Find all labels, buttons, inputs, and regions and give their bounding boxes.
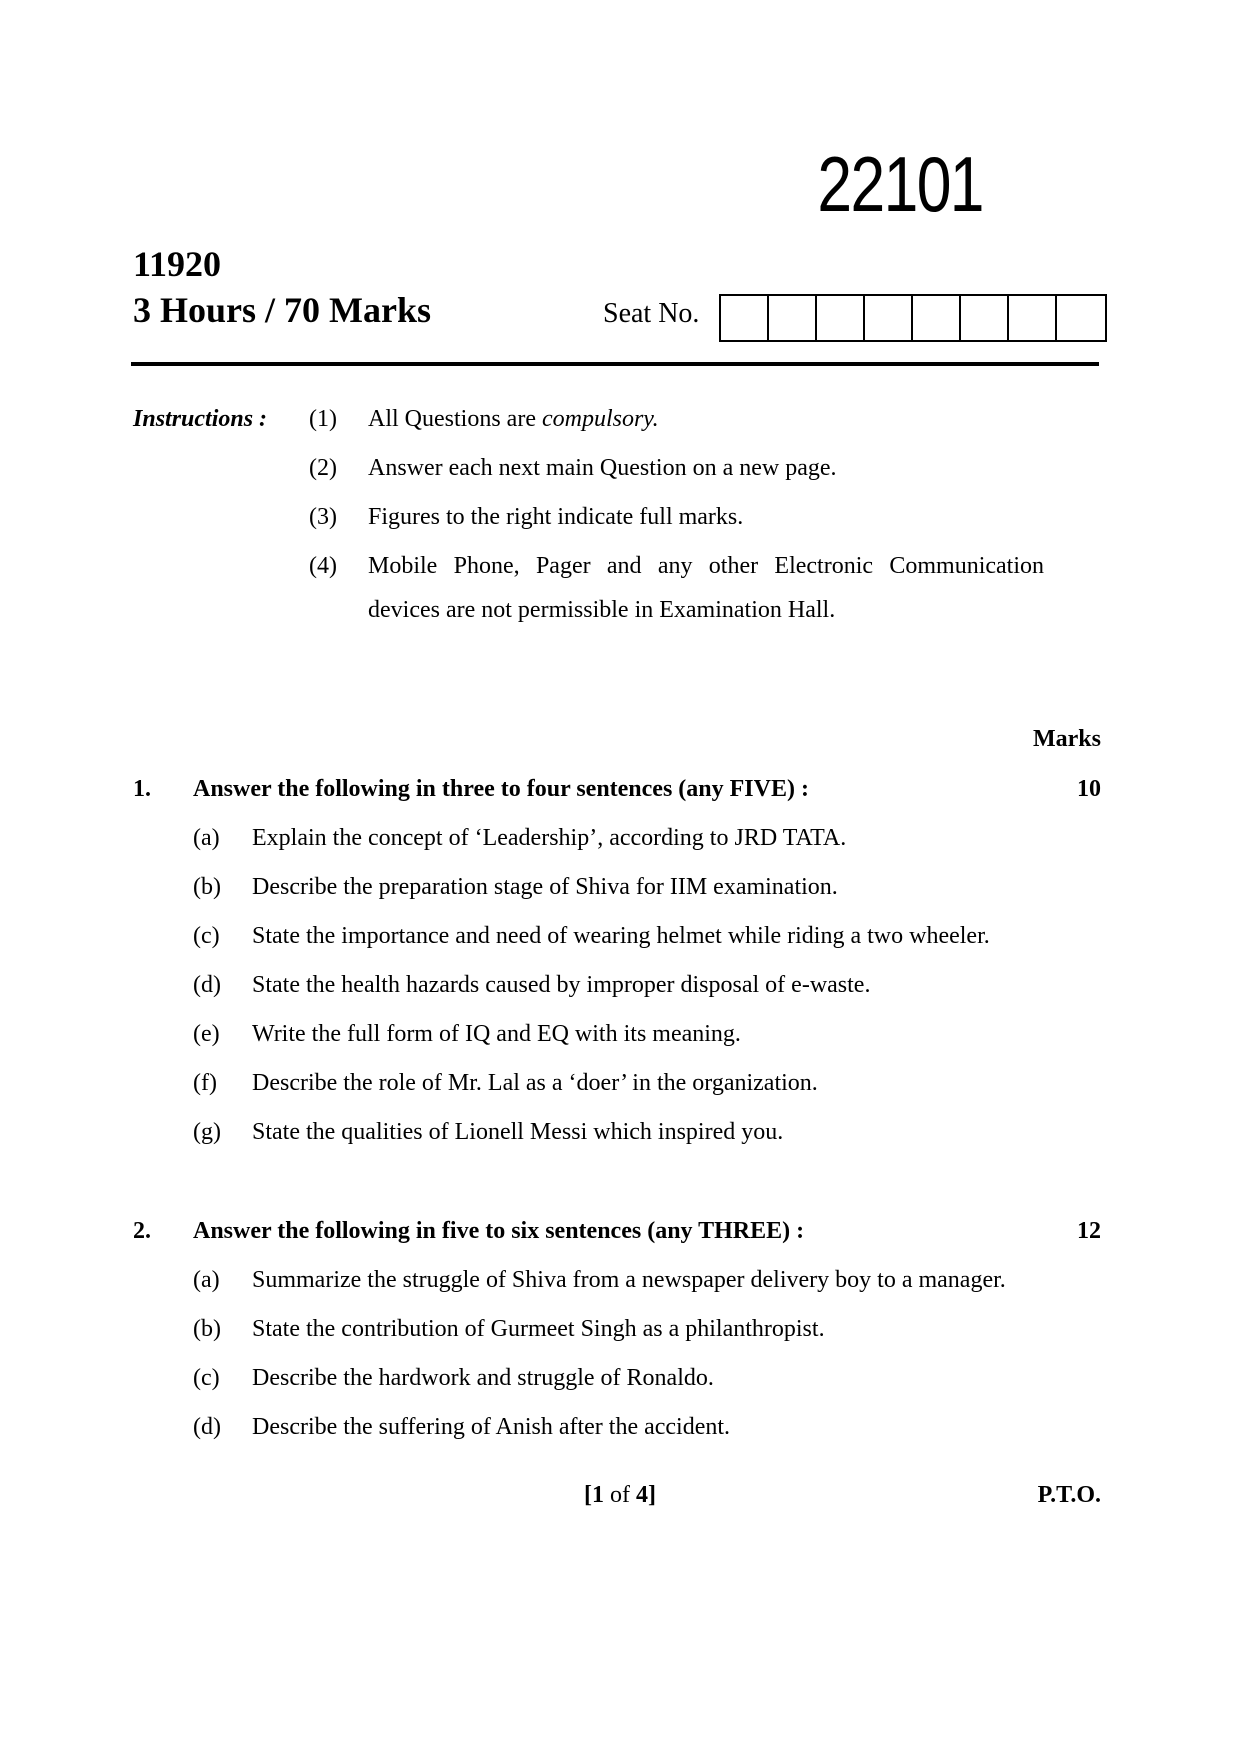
subquestion-text: Write the full form of IQ and EQ with its meaning. (252, 1021, 741, 1047)
instruction-text: Figures to the right indicate full marks. (368, 504, 744, 530)
subquestion-label: (c) (193, 923, 220, 949)
instruction-number: (1) (309, 406, 337, 432)
instruction-number: (3) (309, 504, 337, 530)
subquestion-label: (b) (193, 1316, 221, 1342)
instructions-label: Instructions : (133, 406, 268, 432)
seat-digit-box[interactable] (769, 296, 817, 340)
question-marks: 12 (1077, 1218, 1101, 1244)
header-divider (131, 362, 1099, 366)
seat-number-label: Seat No. (603, 298, 700, 329)
instruction-text: Mobile Phone, Pager and any other Electronic Communication (368, 553, 1044, 579)
seat-digit-box[interactable] (1009, 296, 1057, 340)
subquestion-label: (d) (193, 972, 221, 998)
duration-marks: 3 Hours / 70 Marks (133, 290, 432, 330)
seat-digit-box[interactable] (721, 296, 769, 340)
page-bracket-open: [ (584, 1482, 592, 1508)
subquestion-text: Summarize the struggle of Shiva from a newspaper delivery boy to a manager. (252, 1267, 1006, 1293)
subquestion-label: (a) (193, 825, 220, 851)
marks-column-header: Marks (1033, 726, 1101, 752)
subquestion-text: Describe the role of Mr. Lal as a ‘doer’ in the organization. (252, 1070, 818, 1096)
subquestion-label: (f) (193, 1070, 217, 1096)
please-turn-over: P.T.O. (1037, 1482, 1101, 1508)
seat-digit-box[interactable] (913, 296, 961, 340)
seat-digit-box[interactable] (961, 296, 1009, 340)
instruction-text: Answer each next main Question on a new page. (368, 455, 837, 481)
question-number: 2. (133, 1218, 151, 1244)
subquestion-label: (g) (193, 1119, 221, 1145)
seat-digit-box[interactable] (1057, 296, 1105, 340)
page-bracket-close: ] (648, 1482, 656, 1508)
seat-digit-box[interactable] (865, 296, 913, 340)
page-total: 4 (636, 1482, 648, 1508)
instruction-number: (2) (309, 455, 337, 481)
subquestion-label: (e) (193, 1021, 220, 1047)
subquestion-label: (b) (193, 874, 221, 900)
subquestion-text: State the contribution of Gurmeet Singh as a philanthropist. (252, 1316, 825, 1342)
page-indicator (584, 1482, 656, 1509)
subquestion-text: State the importance and need of wearing helmet while riding a two wheeler. (252, 923, 990, 949)
seat-number-boxes[interactable] (719, 294, 1107, 342)
subquestion-label: (c) (193, 1365, 220, 1391)
subquestion-text: State the health hazards caused by improper disposal of e-waste. (252, 972, 871, 998)
subquestion-label: (a) (193, 1267, 220, 1293)
question-marks: 10 (1077, 776, 1101, 802)
page-of: of (604, 1482, 636, 1508)
instruction-text-plain: All Questions are (368, 406, 542, 432)
instruction-emphasis: compulsory. (541, 406, 659, 432)
subquestion-text: Explain the concept of ‘Leadership’, according to JRD TATA. (252, 825, 847, 851)
question-number: 1. (133, 776, 151, 802)
exam-code: 11920 (133, 244, 222, 284)
instruction-number: (4) (309, 553, 337, 579)
subquestion-text: Describe the preparation stage of Shiva for IIM examination. (252, 874, 838, 900)
question-text: Answer the following in five to six sentences (any THREE) : (193, 1218, 805, 1244)
instruction-text-continued: devices are not permissible in Examination Hall. (368, 597, 836, 623)
paper-code: 22101 (817, 140, 983, 228)
subquestion-text: State the qualities of Lionell Messi which inspired you. (252, 1119, 784, 1145)
subquestion-text: Describe the hardwork and struggle of Ronaldo. (252, 1365, 714, 1391)
instruction-text (368, 406, 659, 433)
page-current: 1 (592, 1482, 604, 1508)
seat-digit-box[interactable] (817, 296, 865, 340)
question-text: Answer the following in three to four sentences (any FIVE) : (193, 776, 809, 802)
subquestion-text: Describe the suffering of Anish after the accident. (252, 1414, 731, 1440)
subquestion-label: (d) (193, 1414, 221, 1440)
